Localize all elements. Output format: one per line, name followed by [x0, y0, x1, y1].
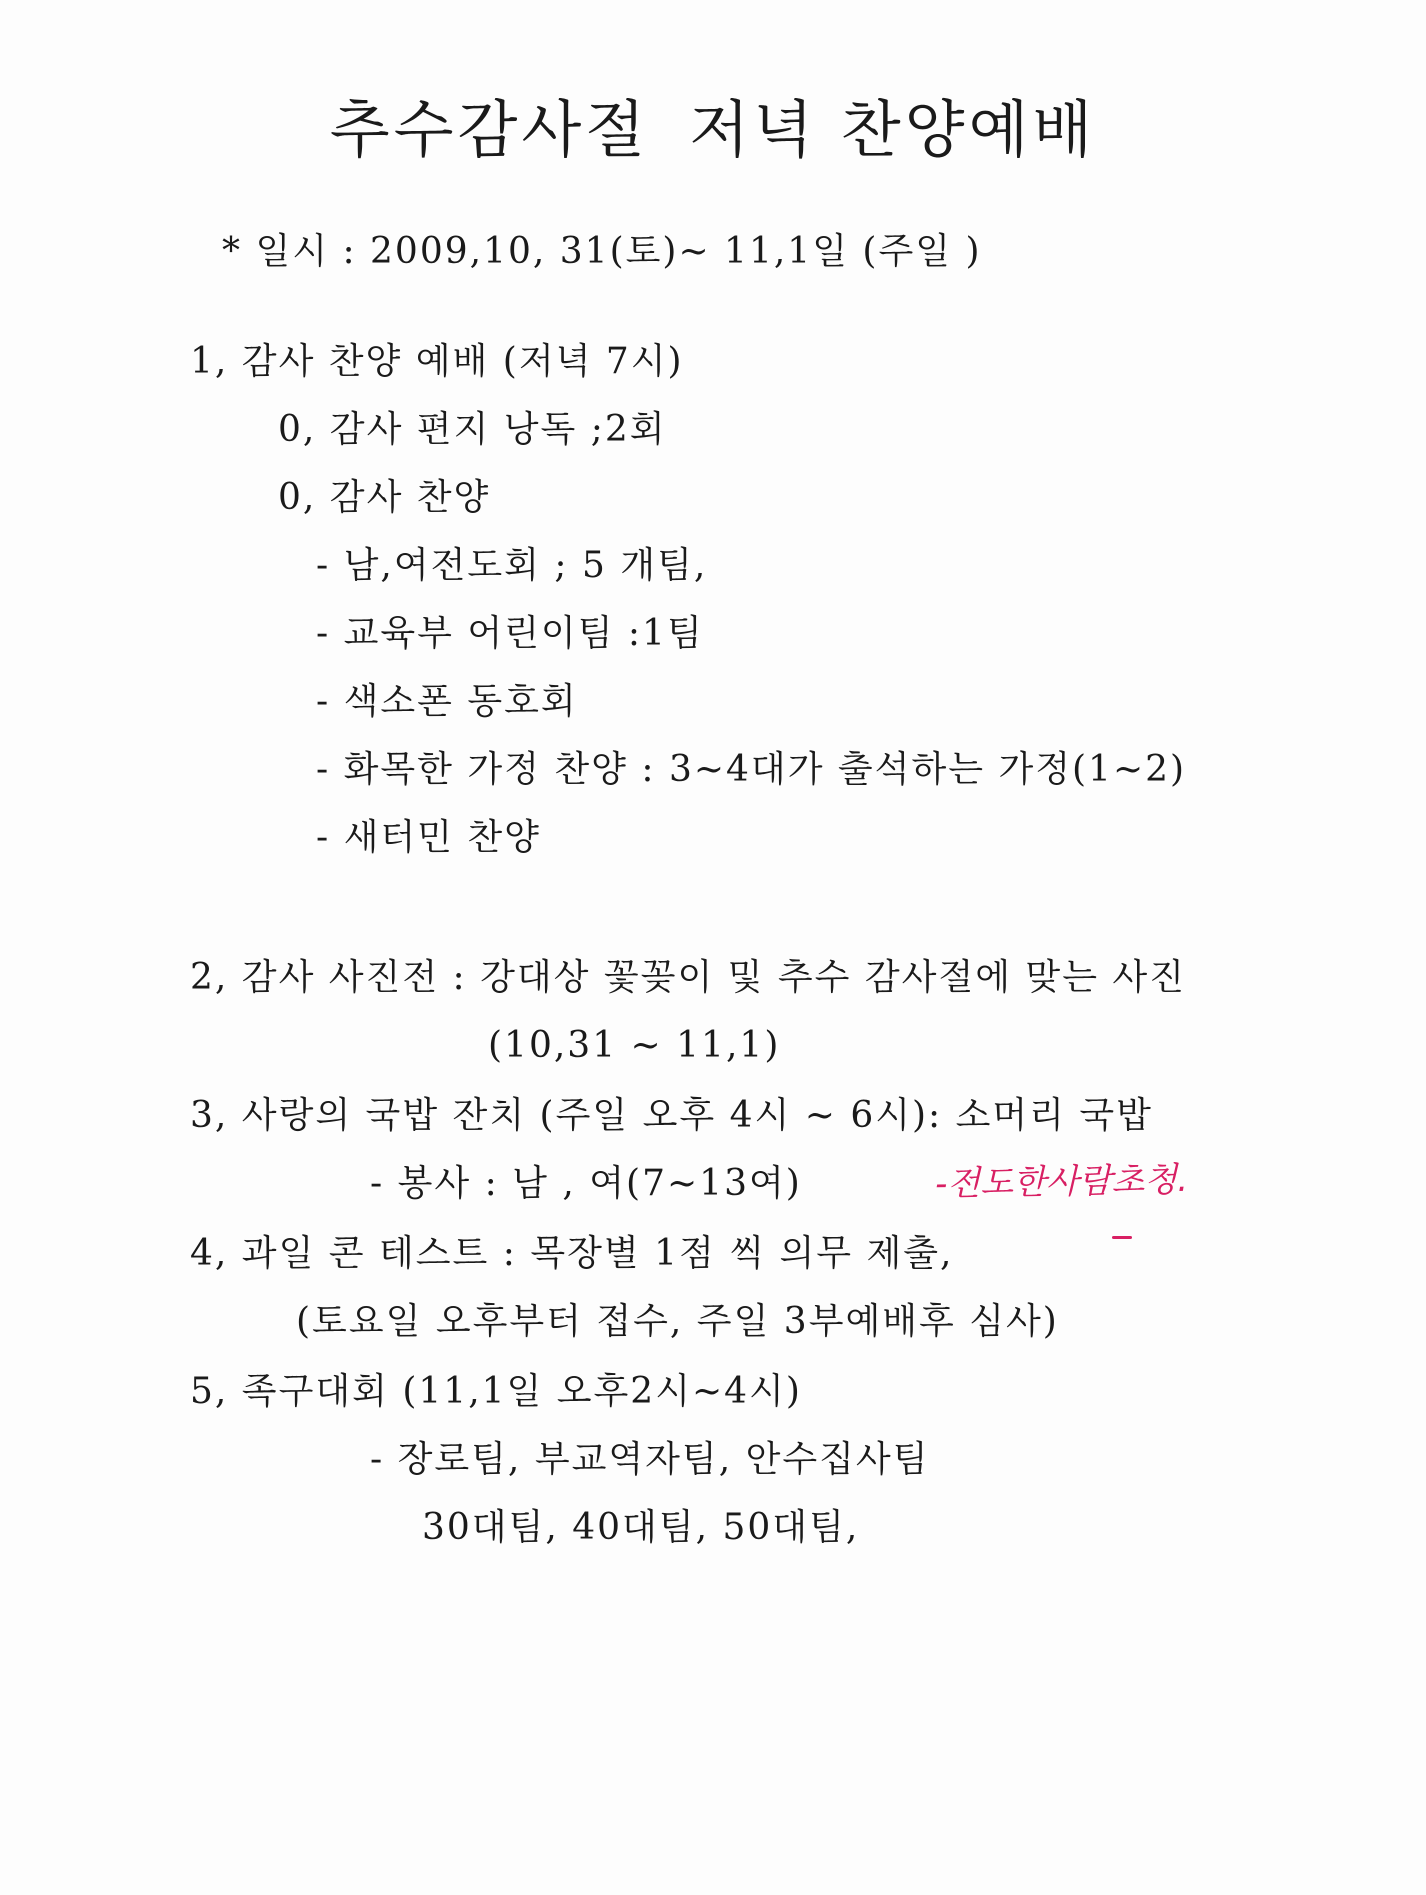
section-5-heading: 5, 족구대회 (11,1일 오후2시~4시): [190, 1371, 802, 1412]
title-part-1: 추수감사절: [329, 93, 650, 166]
section-3-heading: 3, 사랑의 국밥 잔치 (주일 오후 4시 ~ 6시): 소머리 국밥: [190, 1095, 1153, 1136]
section-5-teams-1: - 장로팀, 부교역자팀, 안수집사팀: [370, 1439, 930, 1480]
section-1-item-letter-reading: 0, 감사 편지 낭독 ;2회: [278, 409, 667, 450]
praise-sub-item-4: - 화목한 가정 찬양 : 3~4대가 출석하는 가정(1~2): [316, 749, 1187, 790]
title-part-2: 저녁 찬양예배: [689, 93, 1097, 166]
section-1-item-praise: 0, 감사 찬양: [278, 477, 491, 518]
section-2-dates: (10,31 ~ 11,1): [488, 1025, 781, 1066]
section-4-details: (토요일 오후부터 접수, 주일 3부예배후 심사): [296, 1301, 1059, 1342]
section-2-heading: 2, 감사 사진전 : 강대상 꽃꽂이 및 추수 감사절에 맞는 사진: [190, 957, 1186, 998]
document-title: [0, 92, 1426, 168]
section-1-heading: 1, 감사 찬양 예배 (저녁 7시): [190, 341, 684, 382]
praise-sub-item-3: - 색소폰 동호회: [316, 681, 578, 722]
event-date-line: * 일시 : 2009,10, 31(토)~ 11,1일 (주일 ): [222, 231, 982, 272]
handwritten-note: -전도한사람초청.: [934, 1159, 1189, 1205]
praise-sub-item-1: - 남,여전도회 ; 5 개팀,: [316, 545, 708, 586]
praise-sub-item-2: - 교육부 어린이팀 :1팀: [316, 613, 704, 654]
section-5-teams-2: 30대팀, 40대팀, 50대팀,: [422, 1507, 860, 1548]
praise-sub-item-5: - 새터민 찬양: [316, 817, 541, 858]
section-3-volunteers: - 봉사 : 남 , 여(7~13여): [370, 1163, 802, 1204]
section-4-heading: 4, 과일 콘 테스트 : 목장별 1점 씩 의무 제출,: [190, 1233, 954, 1274]
handwritten-dash: [1112, 1236, 1132, 1239]
